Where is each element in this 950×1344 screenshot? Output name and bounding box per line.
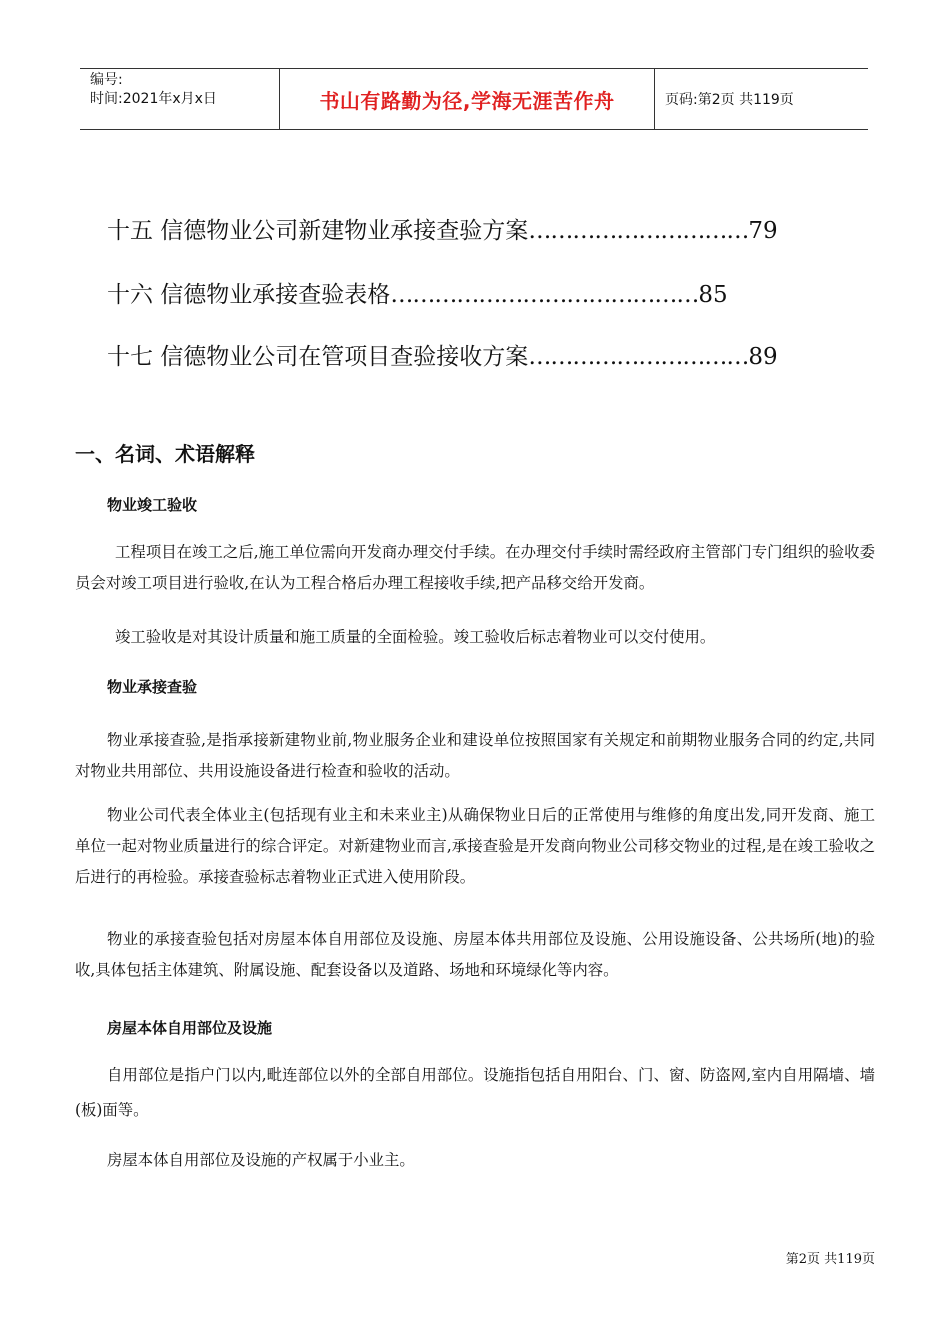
paragraph: 自用部位是指户门以内,毗连部位以外的全部自用部位。设施指包括自用阳台、门、窗、防盗网,室内自用隔墙、墙(板)面等。: [75, 1066, 875, 1119]
header-time: 时间:2021年x月x日: [90, 91, 217, 107]
toc-page: 79: [748, 218, 778, 244]
toc-entry[interactable]: [107, 212, 867, 245]
paragraph: 工程项目在竣工之后,施工单位需向开发商办理交付手续。在办理交付手续时需经政府主管部门专门组织的验收委员会对竣工项目进行验收,在认为工程合格后办理工程接收手续,把产品移交给开发商。: [75, 543, 875, 592]
toc-page: 89: [748, 344, 778, 370]
toc-leader: ……………………………………: [390, 282, 699, 308]
paragraph: 竣工验收是对其设计质量和施工质量的全面检验。竣工验收后标志着物业可以交付使用。: [115, 628, 716, 646]
term-title: 房屋本体自用部位及设施: [107, 1019, 273, 1037]
section-title: 一、名词、术语解释: [75, 442, 255, 466]
toc-leader: …………………………: [528, 218, 749, 244]
paragraph: 物业承接查验,是指承接新建物业前,物业服务企业和建设单位按照国家有关规定和前期物业服务合同的约定,共同对物业共用部位、共用设施设备进行检查和验收的活动。: [75, 731, 875, 780]
toc-leader: …………………………: [528, 344, 749, 370]
header-number: 编号:: [90, 72, 123, 88]
page-header: [80, 68, 868, 130]
term-title: 物业竣工验收: [107, 496, 198, 514]
toc-entry[interactable]: [107, 276, 867, 309]
toc-label: 十七 信德物业公司在管项目查验接收方案: [107, 344, 529, 370]
page-footer: 第2页 共119页: [785, 1252, 875, 1267]
toc-entry[interactable]: [107, 338, 867, 371]
header-motto: 书山有路勤为径,学海无涯苦作舟: [280, 69, 655, 129]
toc-page: 85: [698, 282, 728, 308]
paragraph: 物业的承接查验包括对房屋本体自用部位及设施、房屋本体共用部位及设施、公用设施设备、公共场所(地)的验收,具体包括主体建筑、附属设施、配套设备以及道路、场地和环境绿化等内容。: [75, 930, 875, 979]
term-title: 物业承接查验: [107, 678, 198, 696]
header-page-info: 页码:第2页 共119页: [665, 92, 794, 108]
paragraph: 物业公司代表全体业主(包括现有业主和未来业主)从确保物业日后的正常使用与维修的角度出发,同开发商、施工单位一起对物业质量进行的综合评定。对新建物业而言,承接查验是开发商向物业公司移交物业的过程,是在竣工验收之后进行的再检验。承接查验标志着物业正式进入使用阶段。: [75, 806, 875, 886]
header-meta: [80, 69, 280, 129]
toc-label: 十五 信德物业公司新建物业承接查验方案: [107, 218, 529, 244]
paragraph: 房屋本体自用部位及设施的产权属于小业主。: [107, 1151, 415, 1169]
toc-label: 十六 信德物业承接查验表格: [107, 282, 391, 308]
